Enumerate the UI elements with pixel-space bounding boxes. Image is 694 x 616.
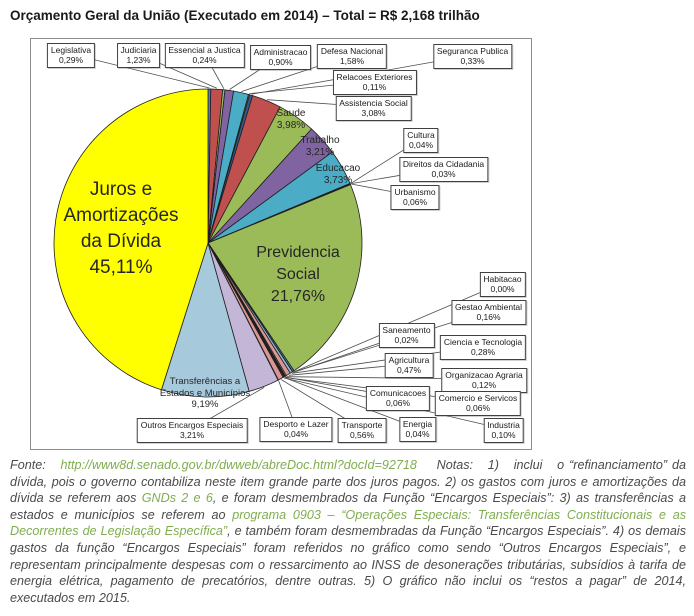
callout-outros-encargos-especiais	[137, 418, 248, 443]
callout-value: 0,33%	[460, 56, 485, 67]
inside-label-line: 45,11%	[89, 257, 153, 278]
callout-value: 0,06%	[385, 398, 411, 409]
callout-label: Assistencia Social	[339, 98, 408, 108]
callout-value: 0,03%	[431, 169, 456, 180]
callout-value: 0,06%	[402, 197, 428, 208]
callout-transporte	[338, 418, 387, 443]
callout-value: 1,58%	[339, 56, 365, 67]
footer-text-segment: , e foram desmembrados da Função “Encargos Especiais”: 3) as transferências a estados e municípios se referem ao	[10, 491, 686, 522]
callout-direitos-da-cidadania	[399, 157, 488, 182]
callout-legislativa	[47, 43, 95, 68]
callout-value: 0,47%	[396, 365, 422, 376]
callout-value: 0,28%	[470, 347, 496, 358]
callout-value: 0,04%	[408, 140, 434, 151]
callout-label: Comunicacoes	[369, 388, 427, 398]
callout-label: Direitos da Cidadania	[402, 159, 485, 169]
footer-text-segment: Notas: 1) inclui o “refinanciamento” da dívida, pois o governo contabiliza neste item grande parte dos juros pagos. 2) os gastos com juros e amortizações da dívida se referem aos	[10, 458, 686, 506]
footer-text-segment: Fonte:	[10, 458, 61, 472]
callout-label: Defesa Nacional	[320, 46, 384, 56]
callout-label: Essencial a Justica	[168, 45, 241, 55]
inside-label-line: Trabalho	[300, 135, 340, 146]
callout-value: 0,16%	[476, 312, 501, 323]
callout-label: Outros Encargos Especiais	[140, 420, 244, 430]
inside-label-line: da Dívida	[80, 231, 162, 252]
footer-text-segment: programa 0903 – “Operações Especiais: Transferências Constitucionais e as Decorrentes de Legislação Específica”	[10, 507, 686, 539]
callout-label: Saneamento	[382, 325, 431, 335]
callout-value: 0,29%	[58, 55, 84, 66]
callout-label: Agricultura	[388, 355, 430, 365]
callout-ciencia-e-tecnologia	[440, 335, 526, 360]
callout-label: Comercio e Servicos	[438, 393, 518, 403]
callout-value: 0,00%	[490, 284, 515, 295]
callout-label: Gestao Ambiental	[454, 302, 523, 312]
inside-label-line: Estados e Municípios	[159, 387, 251, 399]
callout-label: Seguranca Publica	[436, 46, 509, 56]
callout-value: 0,06%	[465, 403, 491, 414]
callout-value: 0,90%	[268, 57, 293, 68]
inside-label-line: Social	[276, 266, 320, 283]
callout-label: Energia	[402, 419, 433, 429]
callout-judiciaria	[117, 43, 161, 68]
callout-label: Organizacao Agraria	[445, 370, 523, 380]
inside-label-line: 3,21%	[305, 147, 335, 158]
callout-label: Legislativa	[50, 45, 92, 55]
inside-label-line: 9,19%	[191, 399, 219, 410]
callout-value: 0,11%	[362, 82, 387, 93]
inside-label-line: Educacao	[315, 163, 361, 174]
callout-cultura	[403, 128, 438, 153]
inside-label-line: 21,76%	[270, 288, 326, 305]
footer-text-segment: , e também foram desmembradas da Função “Encargos Especiais”. 4) os demais gastos da função “Encargos Especiais” foram referidos no gráfico como sendo “Outros Encargos Especiais”, e representam principalmente despesas com o ressarcimento ao INSS de desonerações tributárias, subsídios à tarifa de energia elétrica, pagamento de precatórios, dentre outras. 5) O gráfico não inclui os “restos a pagar” de 2014, executados em 2015.	[10, 524, 687, 605]
callout-desporto-e-lazer	[259, 417, 332, 442]
source-link[interactable]: http://www8d.senado.gov.br/dwweb/abreDoc.html?docId=92718	[60, 458, 417, 472]
inside-label-line: 3,73%	[323, 175, 353, 186]
callout-seguranca-publica	[433, 44, 512, 69]
callout-label: Relacoes Exteriores	[336, 72, 413, 82]
callout-energia	[399, 417, 436, 442]
callout-organizacao-agraria	[441, 368, 527, 393]
callout-comercio-e-servicos	[435, 391, 521, 416]
callout-value: 0,10%	[491, 430, 516, 441]
inside-label-line: Transferências a	[169, 376, 241, 387]
callout-value: 0,04%	[405, 429, 430, 440]
callout-label: Ciencia e Tecnologia	[443, 337, 523, 347]
callout-urbanismo	[390, 185, 439, 210]
callout-label: Cultura	[407, 130, 435, 140]
callout-agricultura	[385, 353, 434, 378]
inside-label-line: Saude	[276, 108, 306, 119]
callout-gestao-ambiental	[451, 300, 526, 325]
callout-label: Transporte	[341, 420, 383, 430]
callout-value: 0,24%	[192, 55, 217, 66]
callout-habitacao	[479, 272, 525, 297]
callout-essencial-a-justica	[164, 43, 244, 68]
chart-title: Orçamento Geral da União (Executado em 2014) – Total = R$ 2,168 trilhão	[10, 8, 480, 23]
inside-label-line: Previdencia	[256, 244, 340, 261]
callout-value: 0,02%	[394, 335, 419, 346]
callout-label: Administracao	[253, 47, 308, 57]
callout-assistencia-social	[335, 96, 412, 121]
footer-text-segment: GNDs 2 e 6	[141, 491, 213, 506]
callout-label: Industria	[487, 420, 520, 430]
callout-value: 0,12%	[471, 380, 497, 391]
callout-label: Habitacao	[483, 274, 522, 284]
callout-value: 3,08%	[361, 108, 386, 119]
inside-label-line: 3,98%	[276, 120, 306, 131]
callout-value: 3,21%	[179, 430, 205, 441]
callout-label: Urbanismo	[394, 187, 436, 197]
inside-label-line: Juros e	[89, 179, 153, 200]
callout-value: 1,23%	[126, 55, 151, 66]
callout-label: Judiciaria	[120, 45, 157, 55]
pie-chart-area	[30, 38, 532, 450]
callout-value: 0,56%	[349, 430, 375, 441]
footer-notes	[10, 457, 686, 606]
callout-relacoes-exteriores	[332, 70, 416, 95]
callout-defesa-nacional	[317, 44, 387, 69]
callout-comunicacoes	[366, 386, 430, 411]
callout-administracao	[250, 45, 312, 70]
inside-label-line: Amortizações	[63, 205, 179, 226]
callout-label: Desporto e Lazer	[263, 419, 329, 429]
callout-value: 0,04%	[283, 429, 309, 440]
callout-saneamento	[378, 323, 434, 348]
callout-industria	[483, 418, 524, 443]
